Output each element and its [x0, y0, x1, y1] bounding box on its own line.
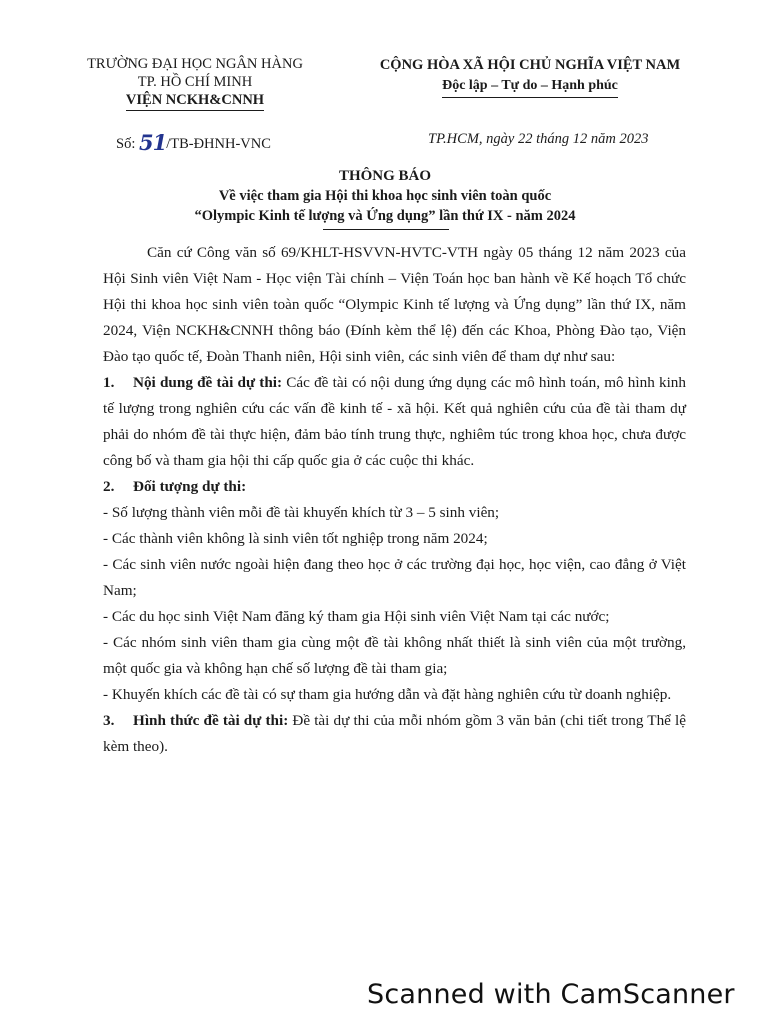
- section-heading: Đối tượng dự thi:: [133, 478, 247, 495]
- list-item: - Các du học sinh Việt Nam đăng ký tham gia Hội sinh viên Việt Nam tại các nước;: [103, 608, 610, 625]
- document-number: [116, 128, 271, 153]
- national-motto: Độc lập – Tự do – Hạnh phúc: [442, 76, 618, 98]
- section-2: [103, 474, 686, 500]
- national-heading: [365, 55, 695, 98]
- title-divider: [323, 229, 449, 230]
- issuer-block: [70, 55, 320, 111]
- list-item: - Các thành viên không là sinh viên tốt nghiệp trong năm 2024;: [103, 530, 488, 547]
- section-number: 1.: [103, 374, 115, 391]
- section-number: 3.: [103, 712, 115, 729]
- notice-title: [100, 166, 670, 226]
- document-number-prefix: Số:: [116, 136, 139, 152]
- section-heading: Hình thức đề tài dự thi:: [133, 712, 289, 729]
- place-date: TP.HCM, ngày 22 tháng 12 năm 2023: [428, 131, 649, 147]
- list-item: - Khuyến khích các đề tài có sự tham gia hướng dẫn và đặt hàng nghiên cứu từ doanh nghiệp.: [103, 686, 672, 703]
- notice-subject-line2: “Olympic Kinh tế lượng và Ứng dụng” lần thứ IX - năm 2024: [194, 208, 576, 224]
- issuer-city: TP. HỒ CHÍ MINH: [137, 74, 253, 90]
- list-item: - Các nhóm sinh viên tham gia cùng một đề tài không nhất thiết là sinh viên của một trường, một quốc gia và không hạn chế số lượng đề tài tham gia;: [103, 634, 686, 677]
- country-name: CỘNG HÒA XÃ HỘI CHỦ NGHĨA VIỆT NAM: [379, 57, 681, 73]
- section-text: Đề tài dự thi của mỗi nhóm gồm 3 văn bản (chi tiết trong Thể lệ kèm theo).: [103, 712, 686, 755]
- section-heading: Nội dung đề tài dự thi:: [133, 374, 283, 391]
- list-item: - Các sinh viên nước ngoài hiện đang theo học ở các trường đại học, học viện, cao đẳng ở Việt Nam;: [103, 556, 686, 599]
- list-item: - Số lượng thành viên mỗi đề tài khuyến khích từ 3 – 5 sinh viên;: [103, 504, 500, 521]
- notice-subject-line1: Về việc tham gia Hội thi khoa học sinh viên toàn quốc: [218, 188, 552, 204]
- section-text: Các đề tài có nội dung ứng dụng các mô hình toán, mô hình kinh tế lượng trong nghiên cứu các vấn đề kinh tế - xã hội. Kết quả nghiên cứu của đề tài tham dự phải do nhóm đề tài thực hiện, đảm bảo tính trung thực, nghiêm túc trong khoa học, chưa được công bố và tham gia hội thi cấp quốc gia ở các cuộc thi khác.: [103, 374, 686, 469]
- section-number: 2.: [103, 478, 115, 495]
- section-3: [103, 708, 686, 760]
- issuer-university: TRƯỜNG ĐẠI HỌC NGÂN HÀNG: [87, 56, 303, 72]
- intro-paragraph: Căn cứ Công văn số 69/KHLT-HSVVN-HVTC-VTH ngày 05 tháng 12 năm 2023 của Hội Sinh viên Việt Nam - Học viện Tài chính – Viện Toán học ban hành về Kế hoạch Tổ chức Hội thi khoa học sinh viên toàn quốc “Olympic Kinh tế lượng và Ứng dụng” lần thứ IX, năm 2024, Viện NCKH&CNNH thông báo (Đính kèm thể lệ) đến các Khoa, Phòng Đào tạo, Viện Đào tạo quốc tế, Đoàn Thanh niên, Hội sinh viên, các sinh viên để tham dự như sau:: [103, 244, 686, 365]
- scanner-watermark: Scanned with CamScanner: [367, 979, 735, 1010]
- document-number-suffix: /TB-ĐHNH-VNC: [166, 136, 271, 152]
- document-number-handwritten: 51: [138, 130, 167, 155]
- section-1: [103, 370, 686, 474]
- notice-body: [103, 240, 686, 760]
- notice-heading: THÔNG BÁO: [338, 168, 432, 184]
- issuer-institute: VIỆN NCKH&CNNH: [126, 91, 264, 111]
